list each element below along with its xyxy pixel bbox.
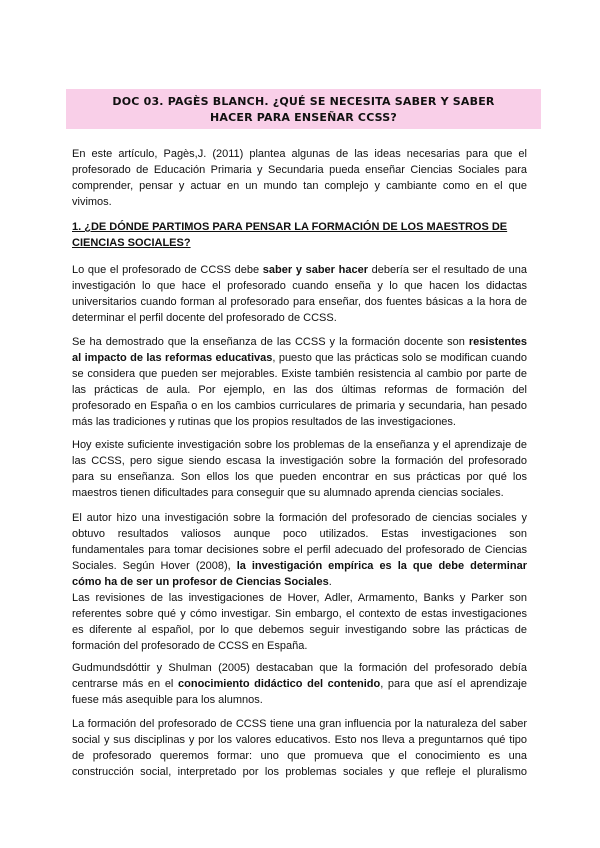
paragraph-5 [72,660,527,708]
text-line: maestros tienen dificultades para conseguir que su alumnado aprenda ciencias sociales. [72,487,504,499]
text-run: Sociales. Según Hover (2008), [72,560,237,572]
text-line: profesorado en España o en los cambios curriculares de primaria y secundaria, han pesado [72,400,527,412]
text-line: es diferente al español, por lo que debemos seguir investigando sobre las prácticas de [72,624,527,636]
text-run: , puesto que las prácticas solo se modifican cuando [272,352,527,364]
text-line: Hoy existe suficiente investigación sobre los problemas de la enseñanza y el aprendizaje de [72,439,527,451]
text-line: de profesorado queremos formar: uno que promueva que el conocimiento es una [72,750,527,762]
paragraph-3 [72,437,527,501]
bold-text: la investigación empírica es la que debe determinar [236,560,527,572]
text-run: , para que así el aprendizaje [380,678,527,690]
text-line: más las tradiciones y rutinas que los propios resultados de las investigaciones. [72,416,456,428]
paragraph-1 [72,262,527,326]
text-line: construcción social, interpretado por los problemas sociales y que refleje el pluralismo [72,766,527,778]
text-line: obtuvo resultados valiosos aunque poco utilizados. Estas investigaciones son [72,528,527,540]
text-line: fundamentales para tomar decisiones sobre el perfil adecuado del profesorado de Ciencias [72,544,527,556]
text-line: En este artículo, Pagès,J. (2011) plantea algunas de las ideas necesarias para que el [72,148,527,160]
bold-text: cómo ha de ser un profesor de Ciencias Sociales [72,576,329,588]
text-line: formación del profesorado de CCSS en España. [72,640,308,652]
document-title-line: HACER PARA ENSEÑAR CCSS? [209,111,398,124]
paragraph-2 [72,334,527,430]
text-line [72,676,527,692]
document-title [66,89,541,129]
text-line: las CCSS, pero sigue siendo escasa la investigación sobre la formación del profesorado [72,455,527,467]
text-run: . [328,576,332,588]
text-line: El autor hizo una investigación sobre la formación del profesorado de ciencias sociales y [72,512,527,524]
text-line: comprender, pensar y actuar en un mundo tan complejo y cambiante como en el que [72,180,527,192]
text-line: investigación lo que hace el profesorado cuando enseña y lo que hacen los didactas [72,280,527,292]
intro-paragraph [72,146,527,210]
text-line: La formación del profesorado de CCSS tiene una gran influencia por la naturaleza del saber [72,718,527,730]
section-heading [72,219,527,251]
text-line [72,350,527,366]
paragraph-4 [72,510,527,654]
text-run: Lo que el profesorado de CCSS debe [72,264,263,276]
text-line: las prácticas de aula. Por ejemplo, en las dos últimas reformas de formación del [72,384,527,396]
text-run: centrarse más en el [72,678,179,690]
text-line: referentes sobre qué y cómo investigar. Sin embargo, el contexto de estas investigaciones [72,608,527,620]
bold-text: conocimiento didáctico del contenido [178,678,381,690]
text-line: profesorado de Educación Primaria y Secundaria pueda enseñar Ciencias Sociales para [72,164,527,176]
text-line [72,262,527,278]
text-line [72,334,527,350]
bold-text: resistentes [468,336,527,348]
text-line: se considera que pueden ser mejorables. Existe también resistencia al cambio por parte de [72,368,527,380]
text-line: fuese más asequible para los alumnos. [72,694,263,706]
bold-text: saber y saber hacer [262,264,368,276]
text-line: vivimos. [72,196,112,208]
text-line: social y sus disciplinas y por los valores educativos. Esto nos lleva a preguntarnos qué tipo [72,734,527,746]
text-line [72,558,527,574]
bold-text: al impacto de las reformas educativas [72,352,273,364]
text-line [72,574,527,590]
document-title-line: DOC 03. PAGÈS BLANCH. ¿QUÉ SE NECESITA SABER Y SABER [112,95,495,108]
text-line: universitarios cuando forman al profesorado para enseñar, dos fuentes básicas a la hora de [72,296,527,308]
paragraph-6 [72,716,527,780]
section-heading-line: CIENCIAS SOCIALES? [72,237,191,249]
text-line: Las revisiones de las investigaciones de Hover, Adler, Armamento, Banks y Parker son [72,592,527,604]
text-line: Gudmundsdóttir y Shulman (2005) destacaban que la formación del profesorado debía [72,662,527,674]
text-run: debería ser el resultado de una [367,264,527,276]
text-line: para su enseñanza. Son ellos los que pueden encontrar en sus prácticas por qué los [72,471,527,483]
text-run: Se ha demostrado que la enseñanza de las CCSS y la formación docente son [72,336,469,348]
section-heading-line: 1. ¿DE DÓNDE PARTIMOS PARA PENSAR LA FORMACIÓN DE LOS MAESTROS DE [72,221,508,233]
text-line: determinar el perfil docente del profesorado de CCSS. [72,312,337,324]
